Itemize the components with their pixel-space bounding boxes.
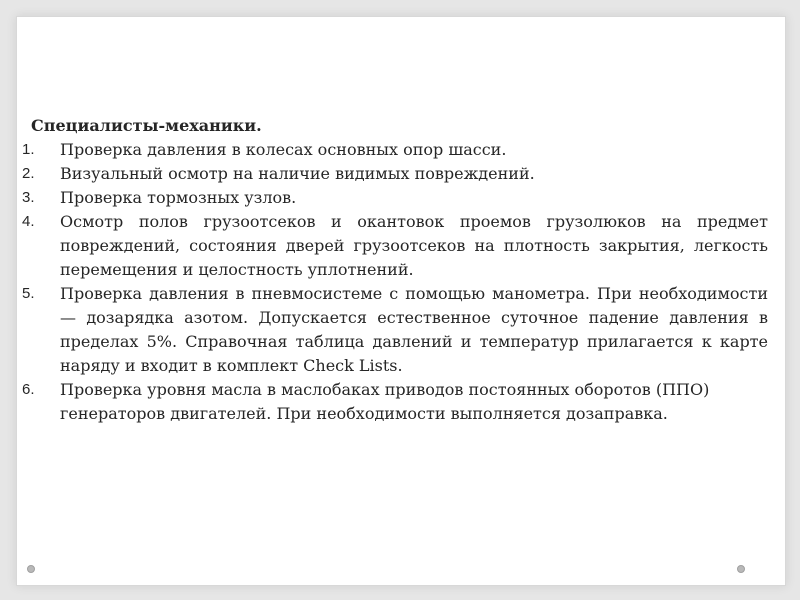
- list-item-text: Проверка давления в колесах основных опор шасси.: [60, 140, 507, 159]
- bullet-dot-icon: [737, 565, 745, 573]
- list-item-text: Проверка тормозных узлов.: [60, 188, 297, 207]
- list-item-number: 3.: [22, 189, 35, 206]
- list-item: [0, 138, 800, 162]
- list-item-number: 1.: [22, 141, 35, 158]
- list-item-text: Проверка уровня масла в маслобаках приводов постоянных оборотов (ППО) генераторов двигателей. При необходимости выполняется дозаправка.: [60, 380, 710, 423]
- list-item-number: 6.: [22, 381, 35, 398]
- list-item-text: Визуальный осмотр на наличие видимых повреждений.: [60, 164, 535, 183]
- list-item: [0, 162, 800, 186]
- slide-content: [0, 114, 800, 426]
- list-item-number: 5.: [22, 285, 35, 302]
- list-item: [0, 282, 800, 378]
- list-item: [0, 210, 800, 282]
- checklist: [0, 138, 800, 426]
- list-item: [0, 378, 800, 426]
- list-item: [0, 186, 800, 210]
- list-item-number: 4.: [22, 213, 35, 230]
- list-item-number: 2.: [22, 165, 35, 182]
- list-item-text: Осмотр полов грузоотсеков и окантовок проемов грузолюков на предмет повреждений, состояния дверей грузоотсеков на плотность закрытия, легкость перемещения и целостность уплотнений.: [60, 212, 768, 279]
- list-item-text: Проверка давления в пневмосистеме с помощью манометра. При необходимости — дозарядка азотом. Допускается естественное суточное падение давления в пределах 5%. Справочная таблица давлений и температур прилагается к карте наряду и входит в комплект Check Lists.: [60, 284, 768, 375]
- section-heading: Специалисты-механики.: [31, 116, 262, 135]
- bullet-dot-icon: [27, 565, 35, 573]
